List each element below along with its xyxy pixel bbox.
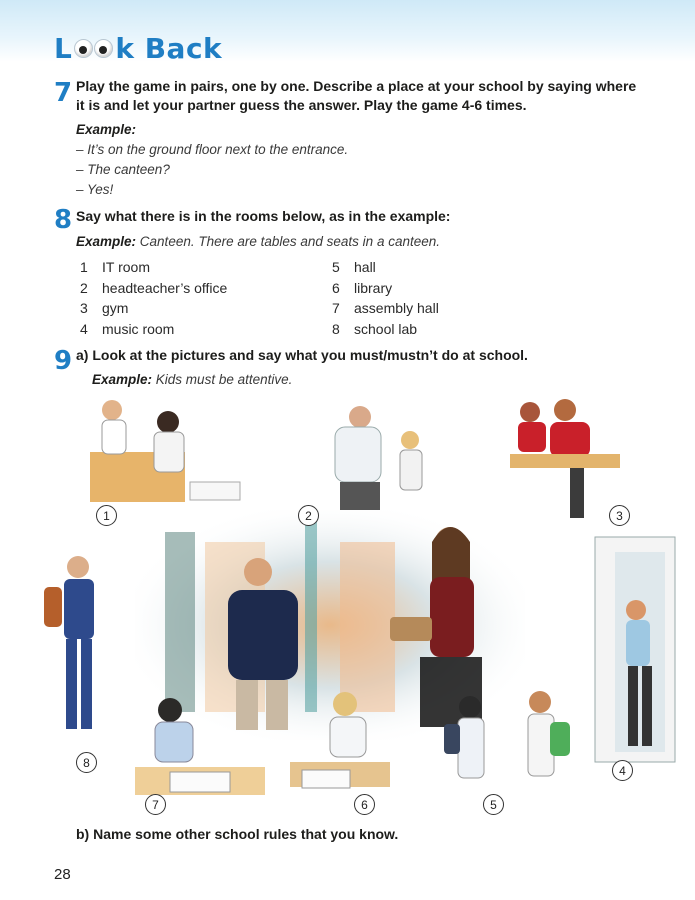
- list-item: 4 music room: [80, 320, 175, 337]
- exercise-9-part-a: a) Look at the pictures and say what you must/mustn’t do at school.: [76, 347, 528, 363]
- page-number: 28: [54, 866, 71, 883]
- exercise-7-example: [76, 121, 348, 199]
- exercise-9-part-b: b) Name some other school rules that you know.: [76, 826, 399, 842]
- exercise-8-instruction: Say what there is in the rooms below, as in the example:: [76, 208, 451, 224]
- exercise-8-example: [76, 233, 440, 251]
- exercise-7-line-2: it is and let your partner guess the answer. Play the game 4-6 times.: [76, 97, 527, 113]
- exercise-8-example-text: Canteen. There are tables and seats in a canteen.: [139, 234, 440, 249]
- title-start: L: [54, 31, 73, 65]
- picture-number-7: 7: [145, 794, 166, 815]
- picture-8: [44, 556, 94, 729]
- title-end: k Back: [115, 31, 223, 65]
- eyes-icon: [74, 39, 113, 58]
- picture-number-1: 1: [96, 505, 117, 526]
- rooms-list-left: [80, 257, 227, 339]
- page-title: [54, 30, 222, 66]
- rooms-list-right: [332, 257, 439, 339]
- exercise-7-number: 7: [54, 78, 73, 108]
- exercise-9-example-label: Example:: [92, 372, 153, 387]
- picture-number-2: 2: [298, 505, 319, 526]
- dialogue-line-2: – The canteen?: [76, 162, 170, 177]
- exercise-8-number: 8: [54, 205, 73, 235]
- exercise-8-example-label: Example:: [76, 234, 137, 249]
- picture-number-6: 6: [354, 794, 375, 815]
- dialogue-line-3: – Yes!: [76, 182, 114, 197]
- picture-number-4: 4: [612, 760, 633, 781]
- exercise-7-line-1: Play the game in pairs, one by one. Describe a place at your school by saying where: [76, 78, 637, 94]
- picture-3: [510, 399, 620, 518]
- list-item: 5 hall: [332, 259, 376, 275]
- school-rules-illustration: [40, 392, 680, 822]
- list-item: 6 library: [332, 279, 393, 296]
- exercise-7-example-label: Example:: [76, 122, 137, 137]
- picture-number-3: 3: [609, 505, 630, 526]
- list-item: 2 headteacher’s office: [80, 279, 228, 296]
- dialogue-line-1: – It’s on the ground floor next to the entrance.: [76, 142, 349, 157]
- list-item: 8 school lab: [332, 320, 418, 337]
- picture-1: [90, 400, 240, 502]
- picture-4: [595, 537, 675, 762]
- picture-number-8: 8: [76, 752, 97, 773]
- exercise-9-example: [92, 371, 292, 389]
- list-item: 1 IT room: [80, 259, 150, 275]
- list-item: 7 assembly hall: [332, 300, 439, 316]
- exercise-7-instruction: [76, 77, 666, 115]
- exercise-9-number: 9: [54, 346, 73, 376]
- list-item: 3 gym: [80, 300, 129, 316]
- exercise-9-example-text: Kids must be attentive.: [155, 372, 293, 387]
- picture-2: [335, 406, 422, 510]
- picture-number-5: 5: [483, 794, 504, 815]
